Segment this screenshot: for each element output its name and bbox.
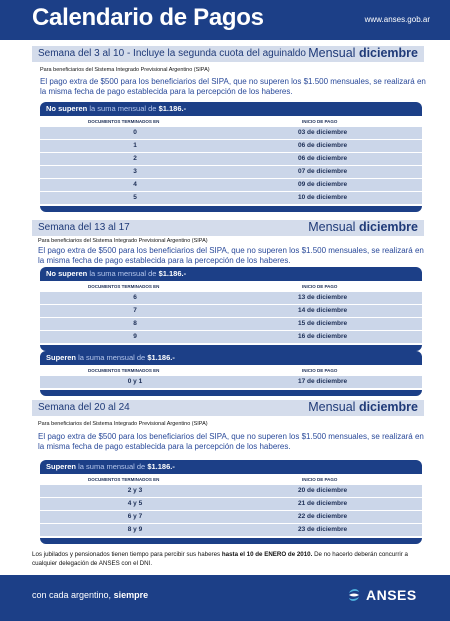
table-row: 6 y 7 22 de diciembre [40, 511, 422, 523]
extra-payment-text: El pago extra de $500 para los beneficiarios del SIPA, que no superen los $1.500 mensuales, se realizará en la misma fecha de pago establecida para la percepción de los haberes. [40, 77, 426, 96]
mensual-label: Mensual diciembre [308, 400, 418, 414]
table-row: 9 16 de diciembre [40, 331, 422, 343]
table-row: 0 y 1 17 de diciembre [40, 376, 422, 388]
table-row: 8 15 de diciembre [40, 318, 422, 330]
table-row: 4 y 5 21 de diciembre [40, 498, 422, 510]
table-row: 3 07 de diciembre [40, 166, 422, 178]
payment-table [40, 351, 422, 396]
table-row: 2 y 3 20 de diciembre [40, 485, 422, 497]
beneficiaries-text: Para beneficiarios del Sistema Integrado Previsional Argentino (SIPA) [38, 238, 208, 244]
extra-payment-text: El pago extra de $500 para los beneficiarios del SIPA, que no superen los $1.500 mensuales, se realizará en la misma fecha de pago establecida para la percepción de los haberes. [38, 432, 424, 451]
payment-table [40, 460, 422, 544]
beneficiaries-text: Para beneficiarios del Sistema Integrado Previsional Argentino (SIPA) [38, 421, 208, 427]
table-row: 0 03 de diciembre [40, 127, 422, 139]
payment-table [40, 102, 422, 212]
col-start-date: INICIO DE PAGO [302, 477, 338, 482]
table-header: No superen la suma mensual de $1.186.- [40, 267, 422, 281]
col-documents: DOCUMENTOS TERMINADOS EN [88, 477, 160, 482]
week-bar-2 [32, 220, 424, 236]
column-headers [40, 116, 422, 127]
week-bar-1 [32, 46, 424, 62]
week-title: Semana del 20 al 24 [38, 402, 130, 413]
anses-logo-icon [346, 587, 362, 603]
column-headers [40, 281, 422, 292]
beneficiaries-text: Para beneficiarios del Sistema Integrado Previsional Argentino (SIPA) [40, 67, 210, 73]
col-start-date: INICIO DE PAGO [302, 368, 338, 373]
table-row: 6 13 de diciembre [40, 292, 422, 304]
table-row: 2 06 de diciembre [40, 153, 422, 165]
table-footer [40, 206, 422, 212]
extra-payment-text: El pago extra de $500 para los beneficiarios del SIPA, que no superen los $1.500 mensuales, se realizará en la misma fecha de pago establecida para la percepción de los haberes. [38, 246, 424, 265]
week-title: Semana del 13 al 17 [38, 222, 130, 233]
week-title: Semana del 3 al 10 - Incluye la segunda cuota del aguinaldo [38, 48, 306, 59]
brand-name: ANSES [366, 587, 417, 603]
table-row: 4 09 de diciembre [40, 179, 422, 191]
mensual-label: Mensual diciembre [308, 220, 418, 234]
col-documents: DOCUMENTOS TERMINADOS EN [88, 119, 160, 124]
payment-table [40, 267, 422, 351]
deadline-note: Los jubilados y pensionados tienen tiempo para percibir sus haberes hasta el 10 de ENERO de 2010. De no hacerlo deberán concurrir a cualquier delegación de ANSES con el DNI. [32, 551, 408, 567]
week-bar-3 [32, 400, 424, 416]
col-documents: DOCUMENTOS TERMINADOS EN [88, 368, 160, 373]
website-url: www.anses.gob.ar [364, 15, 430, 24]
table-header: Superen la suma mensual de $1.186.- [40, 460, 422, 474]
page-header [0, 0, 450, 40]
table-row: 1 06 de diciembre [40, 140, 422, 152]
table-header: No superen la suma mensual de $1.186.- [40, 102, 422, 116]
column-headers [40, 365, 422, 376]
table-header: Superen la suma mensual de $1.186.- [40, 351, 422, 365]
table-row: 8 y 9 23 de diciembre [40, 524, 422, 536]
table-row: 7 14 de diciembre [40, 305, 422, 317]
anses-logo [346, 586, 426, 606]
col-start-date: INICIO DE PAGO [302, 119, 338, 124]
table-footer [40, 538, 422, 544]
slogan: con cada argentino, siempre [32, 590, 149, 600]
col-start-date: INICIO DE PAGO [302, 284, 338, 289]
page-footer [0, 575, 450, 621]
column-headers [40, 474, 422, 485]
col-documents: DOCUMENTOS TERMINADOS EN [88, 284, 160, 289]
table-row: 5 10 de diciembre [40, 192, 422, 204]
mensual-label: Mensual diciembre [308, 46, 418, 60]
table-footer [40, 390, 422, 396]
page-title: Calendario de Pagos [32, 4, 264, 31]
